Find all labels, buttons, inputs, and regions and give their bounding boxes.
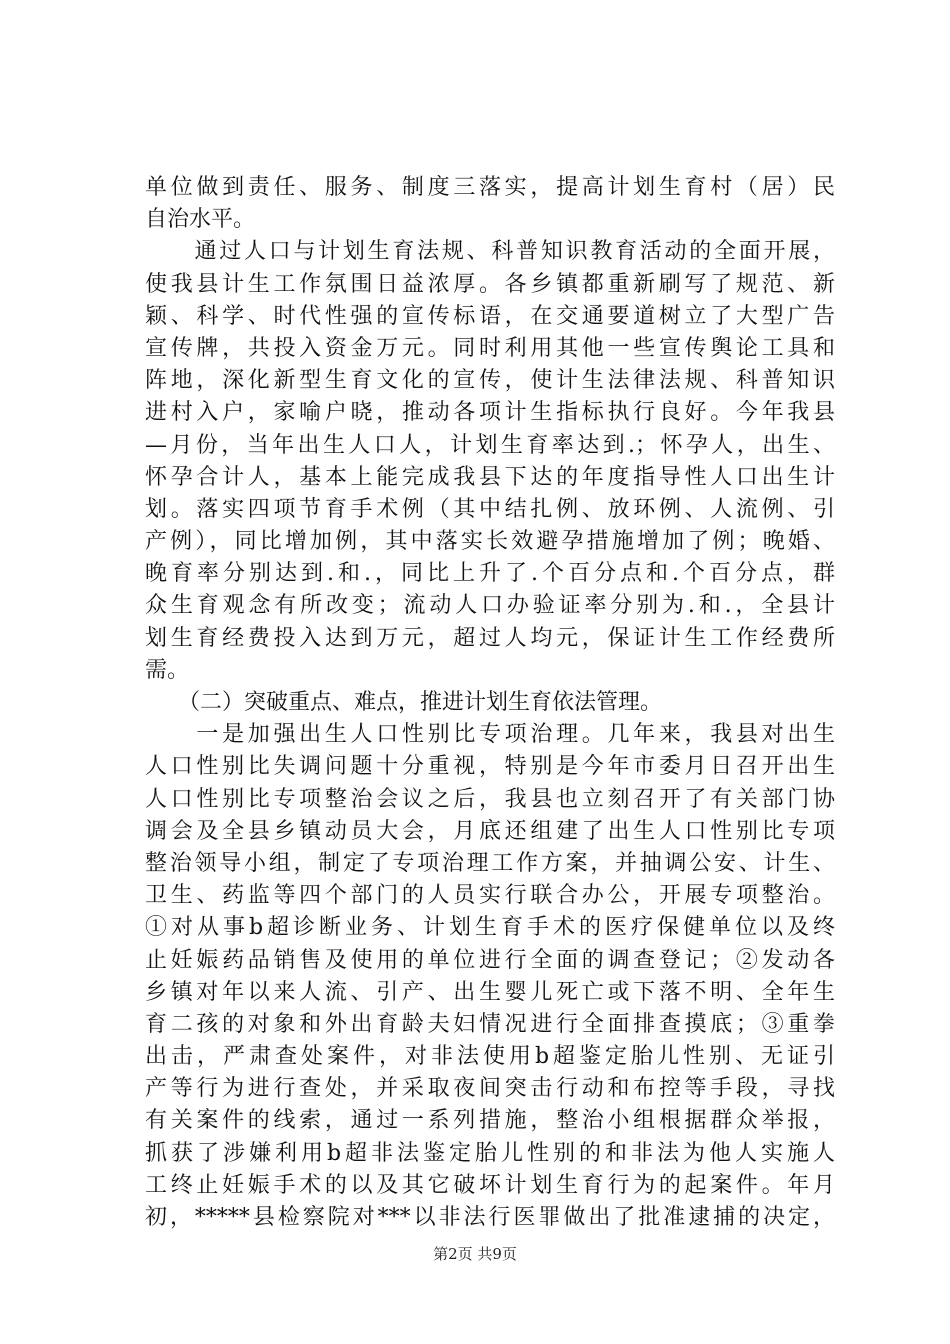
text-line: 产例），同比增加例，其中落实长效避孕措施增加了例；晚婚、 xyxy=(145,529,835,555)
text-line: 晚育率分别达到.和.，同比上升了.个百分点和.个百分点，群 xyxy=(145,561,835,587)
text-line: 止妊娠药品销售及使用的单位进行全面的调查登记；②发动各 xyxy=(145,947,835,973)
text-line: 工终止妊娠手术的以及其它破坏计划生育行为的起案件。年月 xyxy=(145,1172,835,1198)
text-line: 出击，严肃查处案件，对非法使用b超鉴定胎儿性别、无证引 xyxy=(145,1044,835,1070)
page-number-footer: 第2页 共9页 xyxy=(433,1245,517,1263)
text-line: 怀孕合计人，基本上能完成我县下达的年度指导性人口出生计 xyxy=(145,464,835,490)
text-line: 育二孩的对象和外出育龄夫妇情况进行全面排查摸底；③重拳 xyxy=(145,1011,835,1037)
text-line: 调会及全县乡镇动员大会，月底还组建了出生人口性别比专项 xyxy=(145,818,835,844)
text-line: 卫生、药监等四个部门的人员实行联合办公，开展专项整治。 xyxy=(145,883,835,909)
text-line: 一是加强出生人口性别比专项治理。几年来，我县对出生 xyxy=(145,722,835,748)
text-line: 自治水平。 xyxy=(145,207,256,233)
text-line: 通过人口与计划生育法规、科普知识教育活动的全面开展， xyxy=(145,239,835,265)
text-line: 使我县计生工作氛围日益浓厚。各乡镇都重新刷写了规范、新 xyxy=(145,271,835,297)
text-line: 乡镇对年以来人流、引产、出生婴儿死亡或下落不明、全年生 xyxy=(145,979,835,1005)
text-line: 颖、科学、时代性强的宣传标语，在交通要道树立了大型广告 xyxy=(145,303,835,329)
text-line: 初，*****县检察院对***以非法行医罪做出了批准逮捕的决定， xyxy=(145,1205,835,1230)
text-line: 宣传牌，共投入资金万元。同时利用其他一些宣传舆论工具和 xyxy=(145,335,835,361)
text-line: 人口性别比失调问题十分重视，特别是今年市委月日召开出生 xyxy=(145,754,835,780)
text-line: 有关案件的线索，通过一系列措施，整治小组根据群众举报， xyxy=(145,1108,835,1134)
document-body xyxy=(145,172,835,1234)
text-line: 抓获了涉嫌利用b超非法鉴定胎儿性别的和非法为他人实施人 xyxy=(145,1140,835,1166)
text-line: 整治领导小组，制定了专项治理工作方案，并抽调公安、计生、 xyxy=(145,850,835,876)
text-line: 众生育观念有所改变；流动人口办验证率分别为.和.，全县计 xyxy=(145,593,835,619)
text-line: （二）突破重点、难点，推进计划生育依法管理。 xyxy=(145,690,663,715)
text-line: 划生育经费投入达到万元，超过人均元，保证计生工作经费所 xyxy=(145,625,835,651)
text-line: ①对从事b超诊断业务、计划生育手术的医疗保健单位以及终 xyxy=(145,915,835,941)
text-line: 阵地，深化新型生育文化的宣传，使计生法律法规、科普知识 xyxy=(145,368,835,394)
text-line: 划。落实四项节育手术例（其中结扎例、放环例、人流例、引 xyxy=(145,496,835,522)
text-line: 单位做到责任、服务、制度三落实，提高计划生育村（居）民 xyxy=(145,175,835,200)
text-line: 产等行为进行查处，并采取夜间突击行动和布控等手段，寻找 xyxy=(145,1076,835,1102)
text-line: 进村入户，家喻户晓，推动各项计生指标执行良好。今年我县 xyxy=(145,400,835,426)
text-line: 需。 xyxy=(145,657,190,683)
text-line: 人口性别比专项整治会议之后，我县也立刻召开了有关部门协 xyxy=(145,786,835,812)
text-line: —月份，当年出生人口人，计划生育率达到.；怀孕人，出生、 xyxy=(145,432,835,458)
